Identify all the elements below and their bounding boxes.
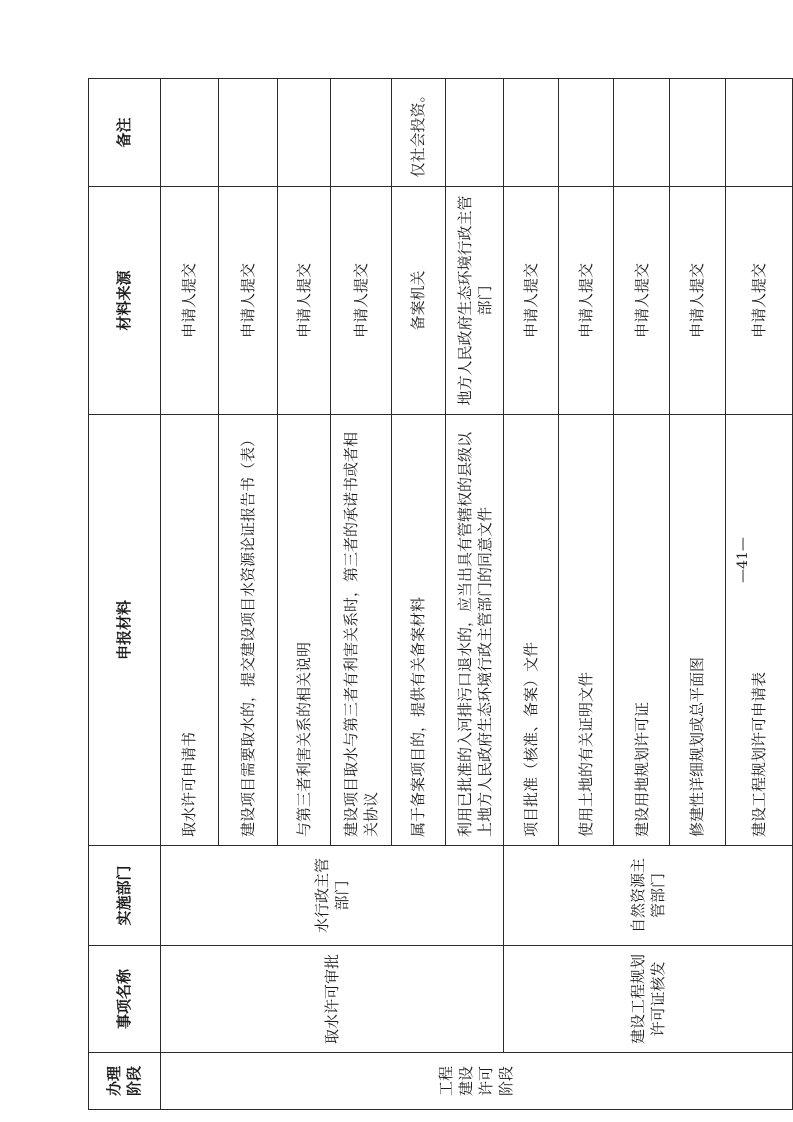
stage-cell: 工程建设许可阶段 bbox=[160, 1053, 792, 1110]
item-name-cell: 取水许可审批 bbox=[160, 946, 503, 1053]
material-cell: 项目批准（核准、备案）文件 bbox=[504, 415, 559, 846]
material-cell: 属于备案项目的，提供有关备案材料 bbox=[391, 415, 446, 846]
table-row bbox=[160, 79, 218, 1110]
note-cell bbox=[669, 79, 725, 187]
note-cell bbox=[331, 79, 391, 187]
header-item-name: 事项名称 bbox=[89, 946, 161, 1053]
material-cell: 建设项目取水与第三者有利害关系时，第三者的承诺书或者相关协议 bbox=[331, 415, 391, 846]
material-cell: 建设用地规划许可证 bbox=[614, 415, 670, 846]
material-cell: 与第三者利害关系的相关说明 bbox=[278, 415, 331, 846]
header-material-source: 材料来源 bbox=[89, 187, 161, 415]
table-header-row bbox=[89, 79, 161, 1110]
note-cell: 仅社会投资。 bbox=[391, 79, 446, 187]
page-number bbox=[728, 520, 758, 600]
page-number-text: —41— bbox=[735, 537, 751, 583]
source-cell: 申请人提交 bbox=[725, 187, 792, 415]
department-cell: 自然资源主管部门 bbox=[504, 846, 793, 946]
source-cell: 申请人提交 bbox=[331, 187, 391, 415]
source-cell: 申请人提交 bbox=[160, 187, 218, 415]
rotated-page-content bbox=[88, 79, 793, 1110]
item-name-cell: 建设工程规划许可证核发 bbox=[504, 946, 793, 1053]
note-cell bbox=[504, 79, 559, 187]
note-cell bbox=[725, 79, 792, 187]
source-cell: 地方人民政府生态环境行政主管部门 bbox=[446, 187, 504, 415]
department-cell: 水行政主管部门 bbox=[160, 846, 503, 946]
note-cell bbox=[160, 79, 218, 187]
material-cell: 使用土地的有关证明文件 bbox=[558, 415, 614, 846]
source-cell: 申请人提交 bbox=[614, 187, 670, 415]
header-department: 实施部门 bbox=[89, 846, 161, 946]
header-materials: 申报材料 bbox=[89, 415, 161, 846]
material-cell: 取水许可申请书 bbox=[160, 415, 218, 846]
note-cell bbox=[278, 79, 331, 187]
header-note: 备注 bbox=[89, 79, 161, 187]
material-cell: 利用已批准的入河排污口退水的，应当出具有管辖权的县级以上地方人民政府生态环境行政主管部门的同意文件 bbox=[446, 415, 504, 846]
approval-materials-table bbox=[88, 78, 793, 1110]
note-cell bbox=[218, 79, 277, 187]
source-cell: 申请人提交 bbox=[669, 187, 725, 415]
note-cell bbox=[446, 79, 504, 187]
source-cell: 备案机关 bbox=[391, 187, 446, 415]
note-cell bbox=[614, 79, 670, 187]
material-cell: 修建性详细规划或总平面图 bbox=[669, 415, 725, 846]
note-cell bbox=[558, 79, 614, 187]
source-cell: 申请人提交 bbox=[218, 187, 277, 415]
material-cell: 建设工程规划许可申请表 bbox=[725, 415, 792, 846]
source-cell: 申请人提交 bbox=[278, 187, 331, 415]
material-cell: 建设项目需要取水的，提交建设项目水资源论证报告书（表） bbox=[218, 415, 277, 846]
table-row bbox=[504, 79, 559, 1110]
source-cell: 申请人提交 bbox=[504, 187, 559, 415]
source-cell: 申请人提交 bbox=[558, 187, 614, 415]
header-stage: 办理阶段 bbox=[89, 1053, 161, 1110]
